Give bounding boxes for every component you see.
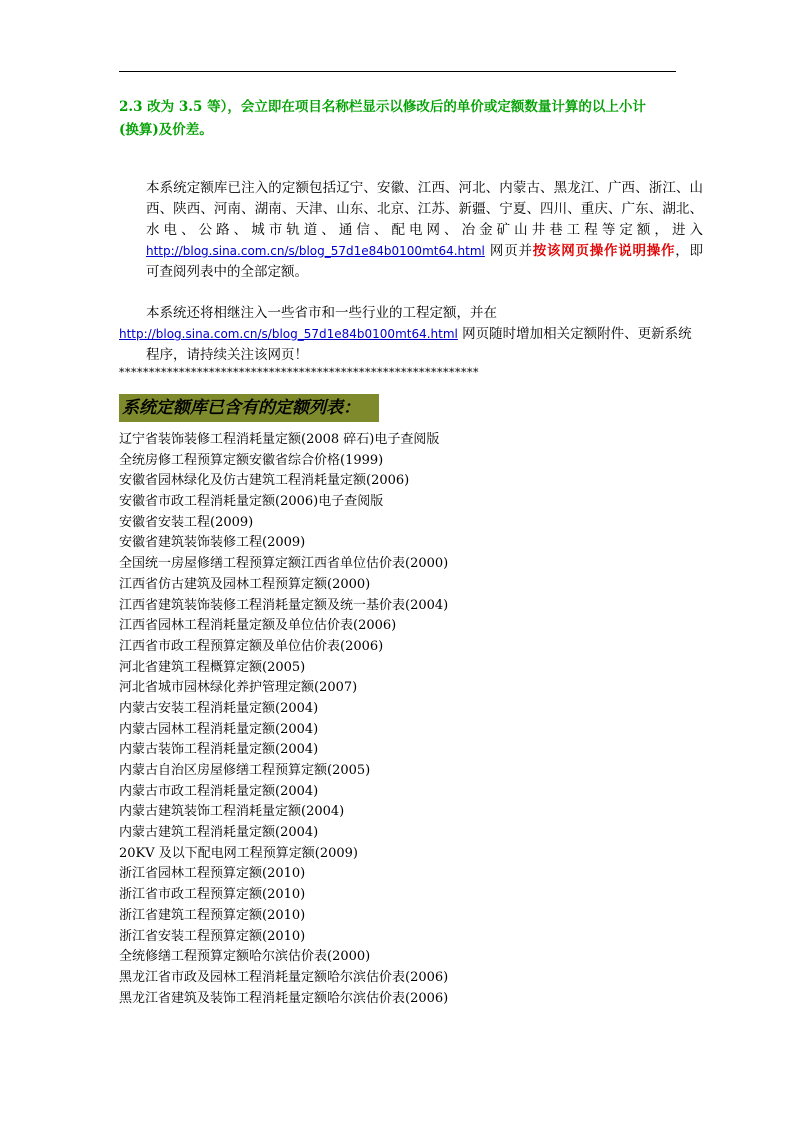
quota-list-item: 安徽省安装工程(2009) xyxy=(119,514,254,530)
star-separator: ************************************************************ xyxy=(119,366,479,379)
quota-list-item: 安徽省建筑装饰装修工程(2009) xyxy=(119,535,306,551)
quota-list-item: 黑龙江省市政及园林工程消耗量定额哈尔滨估价表(2006) xyxy=(119,969,449,985)
quota-list-item: 江西省园林工程消耗量定额及单位估价表(2006) xyxy=(119,618,397,634)
quota-list-item: 黑龙江省建筑及装饰工程消耗量定额哈尔滨估价表(2006) xyxy=(119,990,449,1006)
quota-list-item: 江西省建筑装饰装修工程消耗量定额及统一基价表(2004) xyxy=(119,597,449,613)
quota-list-item: 内蒙古建筑工程消耗量定额(2004) xyxy=(119,825,319,841)
quota-list-item: 内蒙古市政工程消耗量定额(2004) xyxy=(119,783,319,799)
quota-list-item: 全统修缮工程预算定额哈尔滨估价表(2000) xyxy=(119,949,371,965)
quota-list-item: 浙江省市政工程预算定额(2010) xyxy=(119,887,306,903)
intro-green-text xyxy=(119,96,676,142)
quota-list xyxy=(119,430,676,1009)
paragraph1-end: ，即可查阅列表中的全部定额。 xyxy=(146,243,704,280)
quota-list-item: 河北省城市园林绿化养护管理定额(2007) xyxy=(119,680,358,696)
quota-list-item: 全统房修工程预算定额安徽省综合价格(1999) xyxy=(119,452,384,468)
quota-list-item: 全国统一房屋修缮工程预算定额江西省单位估价表(2000) xyxy=(119,556,449,572)
intro-line-1: 2.3 改为 3.5 等），会立即在项目名称栏显示以修改后的单价或定额数量计算的以上小计 xyxy=(119,99,646,115)
quota-list-item: 内蒙古园林工程消耗量定额(2004) xyxy=(119,721,319,737)
quota-list-item: 20KV 及以下配电网工程预算定额(2009) xyxy=(119,845,359,861)
top-rule xyxy=(119,71,676,72)
quota-list-item: 内蒙古装饰工程消耗量定额(2004) xyxy=(119,742,319,758)
quota-list-item: 江西省市政工程预算定额及单位估价表(2006) xyxy=(119,638,384,654)
quota-list-item: 浙江省安装工程预算定额(2010) xyxy=(119,928,306,944)
blog-link[interactable]: http://blog.sina.com.cn/s/blog_57d1e84b0100mt64.html xyxy=(146,244,485,258)
paragraph-included-quotas xyxy=(119,178,703,283)
quota-list-item: 浙江省建筑工程预算定额(2010) xyxy=(119,907,306,923)
paragraph2-end: 网页随时增加相关定额附件、更新系统程序，请持续关注该网页！ xyxy=(146,326,692,363)
blog-link-2[interactable]: http://blog.sina.com.cn/s/blog_57d1e84b0100mt64.html xyxy=(119,327,458,341)
quota-list-item: 河北省建筑工程概算定额(2005) xyxy=(119,659,306,675)
instruction-highlight: 按该网页操作说明操作 xyxy=(532,243,676,259)
paragraph1-mid: 网页并 xyxy=(484,243,533,259)
paragraph2-text: 本系统还将相继注入一些省市和一些行业的工程定额，并在 xyxy=(146,305,497,321)
quota-list-item: 辽宁省装饰装修工程消耗量定额(2008 碎石)电子查阅版 xyxy=(119,432,440,447)
paragraph1-text: 本系统定额库已注入的定额包括辽宁、安徽、江西、河北、内蒙古、黑龙江、广西、浙江、山西、陕西、河南、湖南、天津、山东、北京、江苏、新疆、宁夏、四川、重庆、广东、湖北、水电、公路、城市轨道、通信、配电网、冶金矿山井巷工程等定额，进入 xyxy=(146,180,703,238)
quota-list-item: 浙江省园林工程预算定额(2010) xyxy=(119,866,306,882)
quota-list-item: 内蒙古安装工程消耗量定额(2004) xyxy=(119,700,319,716)
quota-list-item: 安徽省园林绿化及仿古建筑工程消耗量定额(2006) xyxy=(119,473,410,489)
quota-list-item: 内蒙古建筑装饰工程消耗量定额(2004) xyxy=(119,804,345,820)
intro-line-2: (换算)及价差。 xyxy=(119,122,213,138)
quota-list-item: 内蒙古自治区房屋修缮工程预算定额(2005) xyxy=(119,763,371,778)
paragraph-future-quotas xyxy=(119,303,703,366)
quota-list-item: 江西省仿古建筑及园林工程预算定额(2000) xyxy=(119,576,371,592)
list-heading: 系统定额库已含有的定额列表： xyxy=(119,394,379,422)
quota-list-item: 安徽省市政工程消耗量定额(2006)电子查阅版 xyxy=(119,494,384,510)
